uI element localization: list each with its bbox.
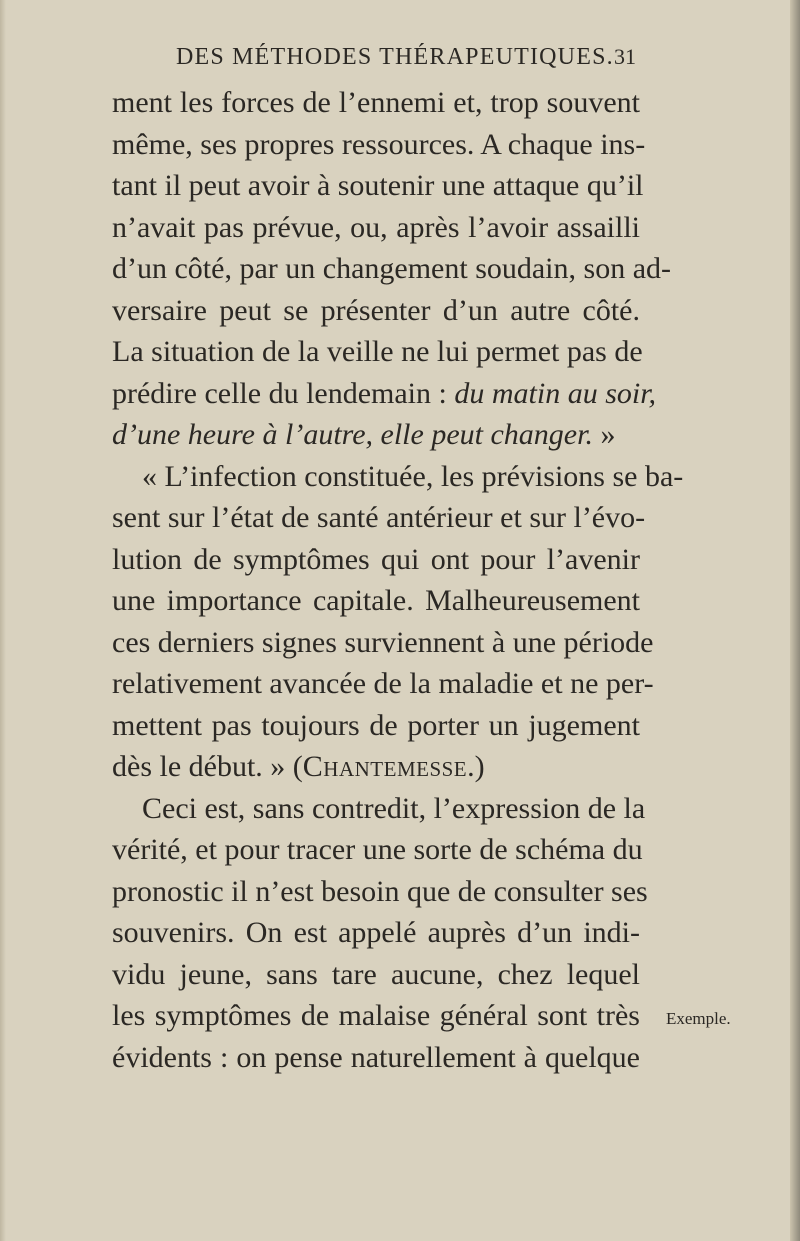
margin-note: Exemple. [666,1009,731,1028]
text-line: souvenirs. On est appelé auprès d’un indi- [112,916,640,949]
text-line: n’avait pas prévue, ou, après l’avoir assailli [112,210,640,244]
text-run: prédire celle du lendemain : [112,376,447,410]
text-line: évidents : on pense naturellement à quelque [112,1040,640,1074]
running-head: DES MÉTHODES THÉRAPEUTIQUES. [176,44,614,70]
text-line: même, ses propres ressources. A chaque ins- [112,127,646,161]
page-right-edge [790,0,800,1241]
text-line: lution de symptômes qui ont pour l’avenir [112,542,640,576]
text-line: les symptômes de malaise général sont très [112,999,640,1032]
text-line: tant il peut avoir à soutenir une attaque qu’il [112,169,644,202]
page-number: 31 [614,44,636,69]
italic-run: d’une heure à l’autre, elle peut changer. [112,418,593,451]
italic-run: du matin au soir, [454,376,657,410]
text-line [112,414,640,456]
text-line: une importance capitale. Malheureusement [112,584,640,617]
body-text [112,82,684,1078]
text-line: vérité, et pour tracer une sorte de schéma du [112,833,643,866]
text-line: d’un côté, par un changement soudain, son ad- [112,252,671,285]
text-line: ment les forces de l’ennemi et, trop souvent [112,86,640,119]
text-line: mettent pas toujours de porter un jugement [112,708,640,742]
text-line: versaire peut se présenter d’un autre côté. [112,293,640,327]
text-line: Ceci est, sans contredit, l’expression de la [142,791,646,825]
text-line: vidu jeune, sans tare aucune, chez lequel [112,957,640,991]
text-line [112,373,657,415]
text-line: ces derniers signes surviennent à une période [112,625,654,659]
text-run: » [592,418,616,451]
text-line: La situation de la veille ne lui permet pas de [112,335,643,368]
text-line: sent sur l’état de santé antérieur et sur l’évo- [112,501,646,534]
text-line: « L’infection constituée, les prévisions se ba- [142,459,684,493]
page-left-edge [0,0,6,1241]
text-run: dès le début. » ( [112,750,303,783]
text-line [112,746,640,788]
text-run: .) [467,750,485,783]
text-line: relativement avancée de la maladie et ne per- [112,667,654,700]
page-header [0,44,800,80]
author-name: Chantemesse [302,750,468,783]
text-line: pronostic il n’est besoin que de consulter ses [112,874,648,908]
